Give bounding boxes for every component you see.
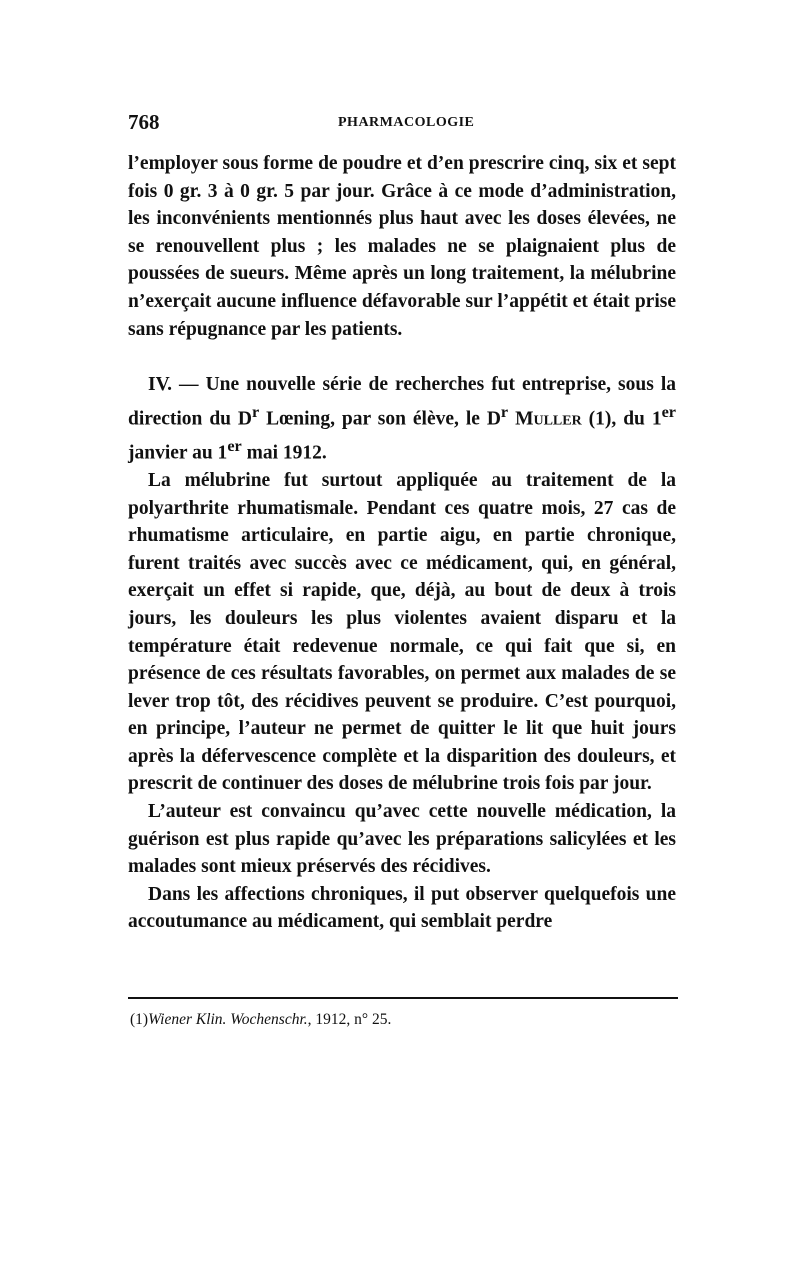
superscript-er: er xyxy=(227,436,242,455)
paragraph-2-part-d: janvier au 1 xyxy=(128,442,228,464)
running-head: PHARMACOLOGIE xyxy=(338,115,475,130)
footnote-marker: (1) xyxy=(130,1011,149,1028)
author-name: Muller xyxy=(508,408,582,430)
paragraph-5: Dans les affections chroniques, il put observer quelquefois une accoutumance au médicament, qui semblait perdre xyxy=(128,883,676,933)
footnote-rest: , 1912, n° 25. xyxy=(307,1011,392,1028)
paragraph-3: La mélubrine fut surtout appliquée au traitement de la polyarthrite rhumatismale. Pendant ces quatre mois, 27 cas de rhumatisme articulaire, en partie aigu, en partie chronique, furent traités avec succès avec ce médicament, qui, en général, exerçait un effet si rapide, que, déjà, au bout de deux à trois jours, les douleurs les plus violentes avaient disparu et la température était redevenue normale, ce qui fait que si, en présence de ces résultats favorables, on permet aux malades de se lever trop tôt, des récidives peuvent se produire. C’est pourquoi, en principe, l’auteur ne permet de quitter le lit que huit jours après la défervescence complète et la disparition des douleurs, et prescrit de continuer des doses de mélubrine trois fois par jour. xyxy=(128,469,676,795)
superscript-er: er xyxy=(661,402,677,421)
paragraph-1: l’employer sous forme de poudre et d’en prescrire cinq, six et sept fois 0 gr. 3 à 0 gr. 5 par jour. Grâce à ce mode d’administration, les inconvénients mentionnés plus haut avec les doses élevées, ne se renouvellent plus ; les malades ne se plaignaient plus de poussées de sueurs. Même après un long traitement, la mélubrine n’exerçait aucune influence défavorable sur l’appétit et était prise sans répugnance par les patients. xyxy=(128,153,676,340)
paragraph-2-part-c: (1), du 1 xyxy=(581,408,662,430)
paragraph-4: L’auteur est convaincu qu’avec cette nouvelle médication, la guérison est plus rapide qu’avec les préparations salicylées et les malades sont mieux préservés des récidives. xyxy=(128,801,676,878)
page-header xyxy=(128,110,674,138)
body-text xyxy=(128,150,676,936)
footnote xyxy=(130,1010,676,1030)
paragraph-gap xyxy=(128,343,676,371)
paragraph-2 xyxy=(128,371,676,467)
page-number: 768 xyxy=(128,110,160,134)
superscript-r: r xyxy=(252,402,260,421)
paragraph-2-part-b: Lœning, par son élève, le D xyxy=(259,408,501,430)
footnote-rule xyxy=(128,997,678,999)
footnote-source: Wiener Klin. Wochenschr. xyxy=(148,1011,308,1028)
paragraph-2-part-e: mai 1912. xyxy=(241,442,327,464)
paragraph-2-part-a: IV. — Une nouvelle série de recherches fut entreprise, sous la direction du D xyxy=(128,374,676,430)
superscript-r: r xyxy=(500,402,509,421)
